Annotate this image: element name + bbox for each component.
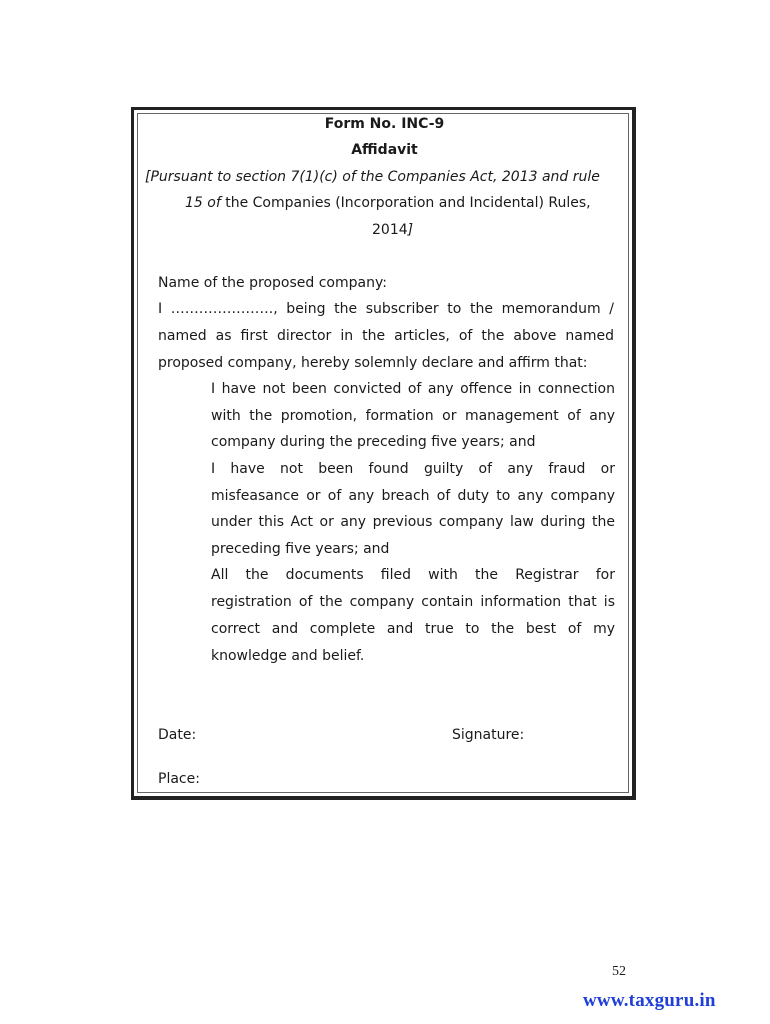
website-watermark[interactable]: www.taxguru.in (583, 990, 716, 1011)
pursuant-line-3 (372, 222, 413, 239)
declaration-line: I …………………., being the subscriber to the memorandum / (158, 301, 614, 317)
clause-3-line: knowledge and belief. (211, 648, 365, 664)
pursuant-close-bracket: ] (407, 222, 414, 238)
clause-2-line: I have not been found guilty of any fraud or (211, 461, 615, 477)
clause-2-line: preceding five years; and (211, 541, 390, 557)
pursuant-year: 2014 (372, 222, 408, 238)
clause-2-line: under this Act or any previous company law during the (211, 514, 615, 530)
date-label: Date: (158, 727, 197, 743)
form-title: Affidavit (351, 142, 418, 158)
clause-1-line: I have not been convicted of any offence in connection (211, 381, 615, 397)
clause-1-line: with the promotion, formation or management of any (211, 408, 615, 424)
pursuant-rules-name: the Companies (Incorporation and Incidental) Rules, (220, 195, 591, 211)
form-number: Form No. INC-9 (324, 116, 445, 132)
clause-2-line: misfeasance or of any breach of duty to any company (211, 488, 615, 504)
clause-1-line: company during the preceding five years; and (211, 434, 536, 450)
company-name-label: Name of the proposed company: (158, 275, 387, 291)
place-label: Place: (158, 771, 200, 787)
clause-3-line: correct and complete and true to the best of my (211, 621, 615, 637)
form-inner-border (137, 113, 629, 793)
declaration-line: proposed company, hereby solemnly declare and affirm that: (158, 355, 588, 371)
pursuant-line-1: [Pursuant to section 7(1)(c) of the Companies Act, 2013 and rule (145, 169, 600, 185)
pursuant-rule-ref: 15 of (185, 195, 221, 211)
clause-3-line: registration of the company contain information that is (211, 594, 615, 610)
declaration-line: named as first director in the articles, of the above named (158, 328, 614, 344)
signature-label: Signature: (452, 727, 525, 743)
pursuant-line-2 (185, 195, 591, 212)
page-number: 52 (612, 964, 626, 979)
clause-3-line: All the documents filed with the Registrar for (211, 567, 615, 583)
